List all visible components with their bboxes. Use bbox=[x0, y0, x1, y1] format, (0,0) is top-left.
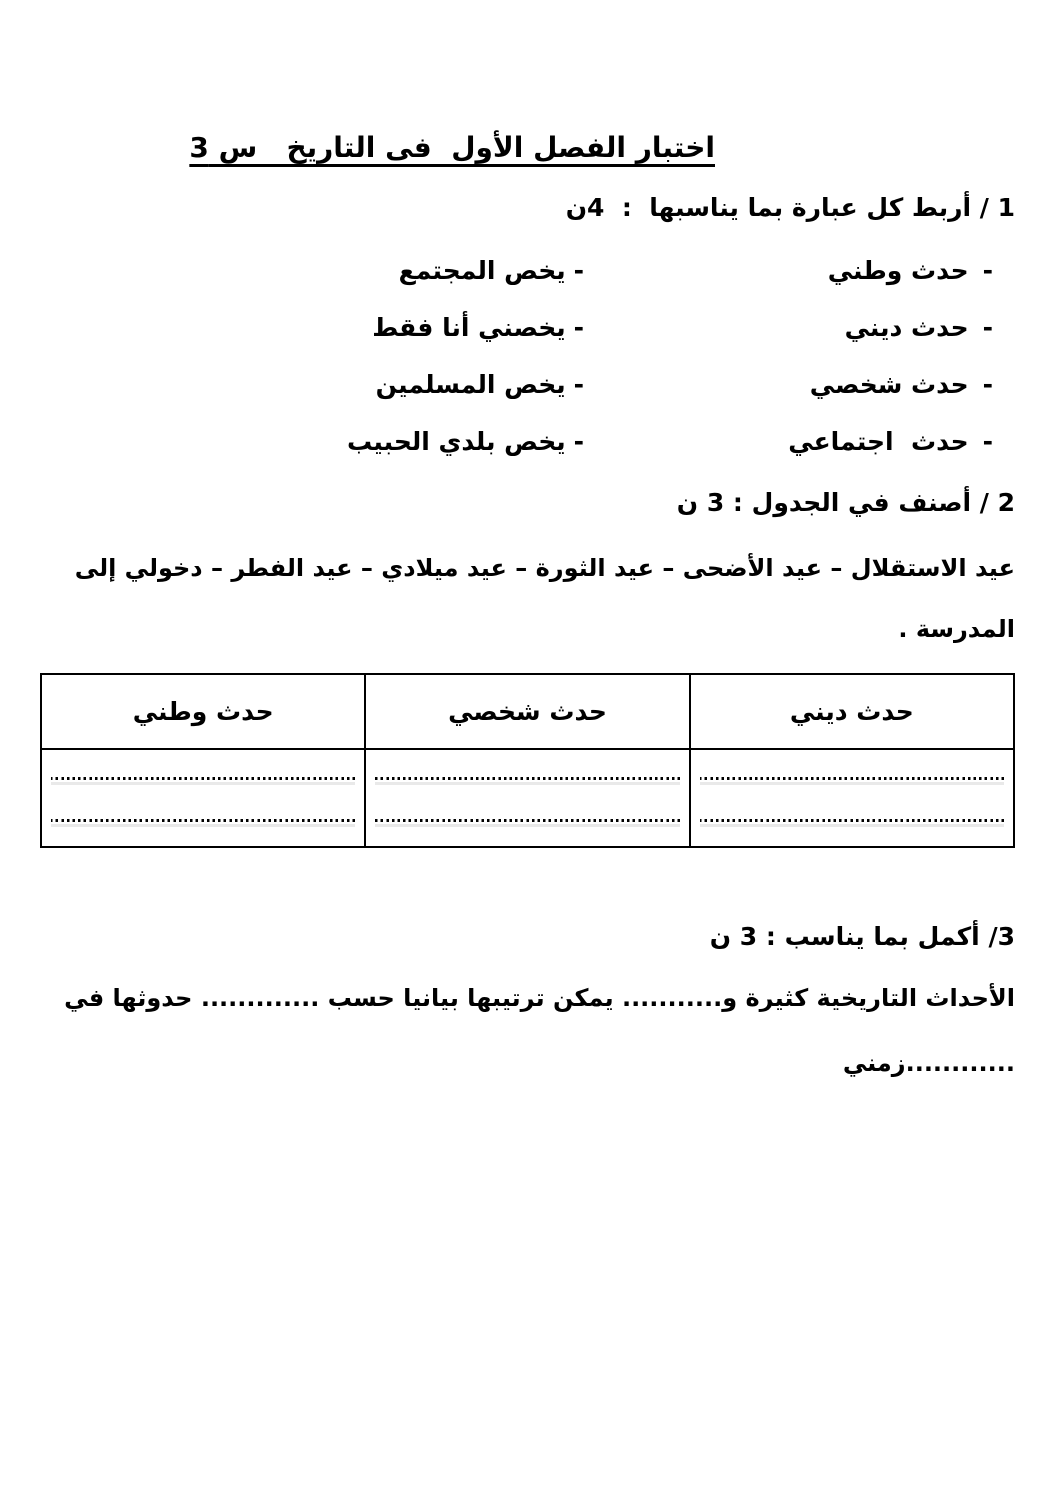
q3-fill-in-line2: ............زمني bbox=[842, 1049, 1015, 1077]
match-term-label: حدث ديني bbox=[844, 313, 969, 342]
q1-matching-list bbox=[40, 254, 1015, 482]
classification-table bbox=[40, 673, 1015, 848]
dash-bullet: - bbox=[573, 313, 585, 342]
q3-header: 3/ أكمل بما يناسب : 3 ن bbox=[709, 922, 1015, 951]
q3-fill-in-line1: الأحداث التاريخية كثيرة و........... يمكن ترتيبها بيانيا حسب ............. حدوثها في bbox=[64, 984, 1015, 1012]
dash-bullet: - bbox=[573, 370, 585, 399]
answer-dotted-line bbox=[51, 777, 355, 780]
match-term bbox=[584, 311, 1015, 368]
match-term bbox=[584, 368, 1015, 425]
table-header-cell-personal-event: حدث شخصي bbox=[365, 674, 689, 749]
table-header-cell-religious-event: حدث ديني bbox=[690, 674, 1014, 749]
match-definition bbox=[40, 425, 584, 482]
answer-dotted-line bbox=[700, 819, 1004, 822]
dash-bullet: - bbox=[982, 313, 993, 342]
match-definition-label: يخصني أنا فقط bbox=[372, 313, 566, 342]
match-definition-label: يخص المسلمين bbox=[375, 370, 566, 399]
answer-dotted-line bbox=[375, 819, 679, 822]
q1-header: 1 / أربط كل عبارة بما يناسبها : 4ن bbox=[565, 193, 1015, 222]
table-answer-cell bbox=[41, 749, 365, 847]
table-answer-row bbox=[41, 749, 1014, 847]
dash-bullet: - bbox=[982, 370, 993, 399]
dash-bullet: - bbox=[573, 256, 585, 285]
answer-dotted-line bbox=[375, 777, 679, 780]
dash-bullet: - bbox=[982, 256, 993, 285]
table-header-cell-national-event: حدث وطني bbox=[41, 674, 365, 749]
table-answer-cell bbox=[690, 749, 1014, 847]
dash-bullet: - bbox=[573, 427, 585, 456]
table-answer-cell bbox=[365, 749, 689, 847]
match-term bbox=[584, 254, 1015, 311]
answer-dotted-line bbox=[51, 819, 355, 822]
exam-title: اختبار الفصل الأول فى التاريخ س 3 bbox=[189, 131, 715, 164]
match-term-label: حدث اجتماعي bbox=[788, 427, 969, 456]
match-term-label: حدث وطني bbox=[827, 256, 969, 285]
match-definition-label: يخص بلدي الحبيب bbox=[346, 427, 566, 456]
q2-items-line1: عيد الاستقلال – عيد الأضحى – عيد الثورة – عيد ميلادي – عيد الفطر – دخولي إلى bbox=[74, 554, 1015, 582]
q2-header: 2 / أصنف في الجدول : 3 ن bbox=[676, 488, 1015, 517]
table-header-row bbox=[41, 674, 1014, 749]
q2-items-line2: المدرسة . bbox=[898, 615, 1015, 643]
match-definition bbox=[40, 368, 584, 425]
match-definition-label: يخص المجتمع bbox=[398, 256, 566, 285]
match-definition bbox=[40, 311, 584, 368]
match-term-label: حدث شخصي bbox=[809, 370, 969, 399]
match-definition bbox=[40, 254, 584, 311]
dash-bullet: - bbox=[982, 427, 993, 456]
answer-dotted-line bbox=[700, 777, 1004, 780]
match-term bbox=[584, 425, 1015, 482]
